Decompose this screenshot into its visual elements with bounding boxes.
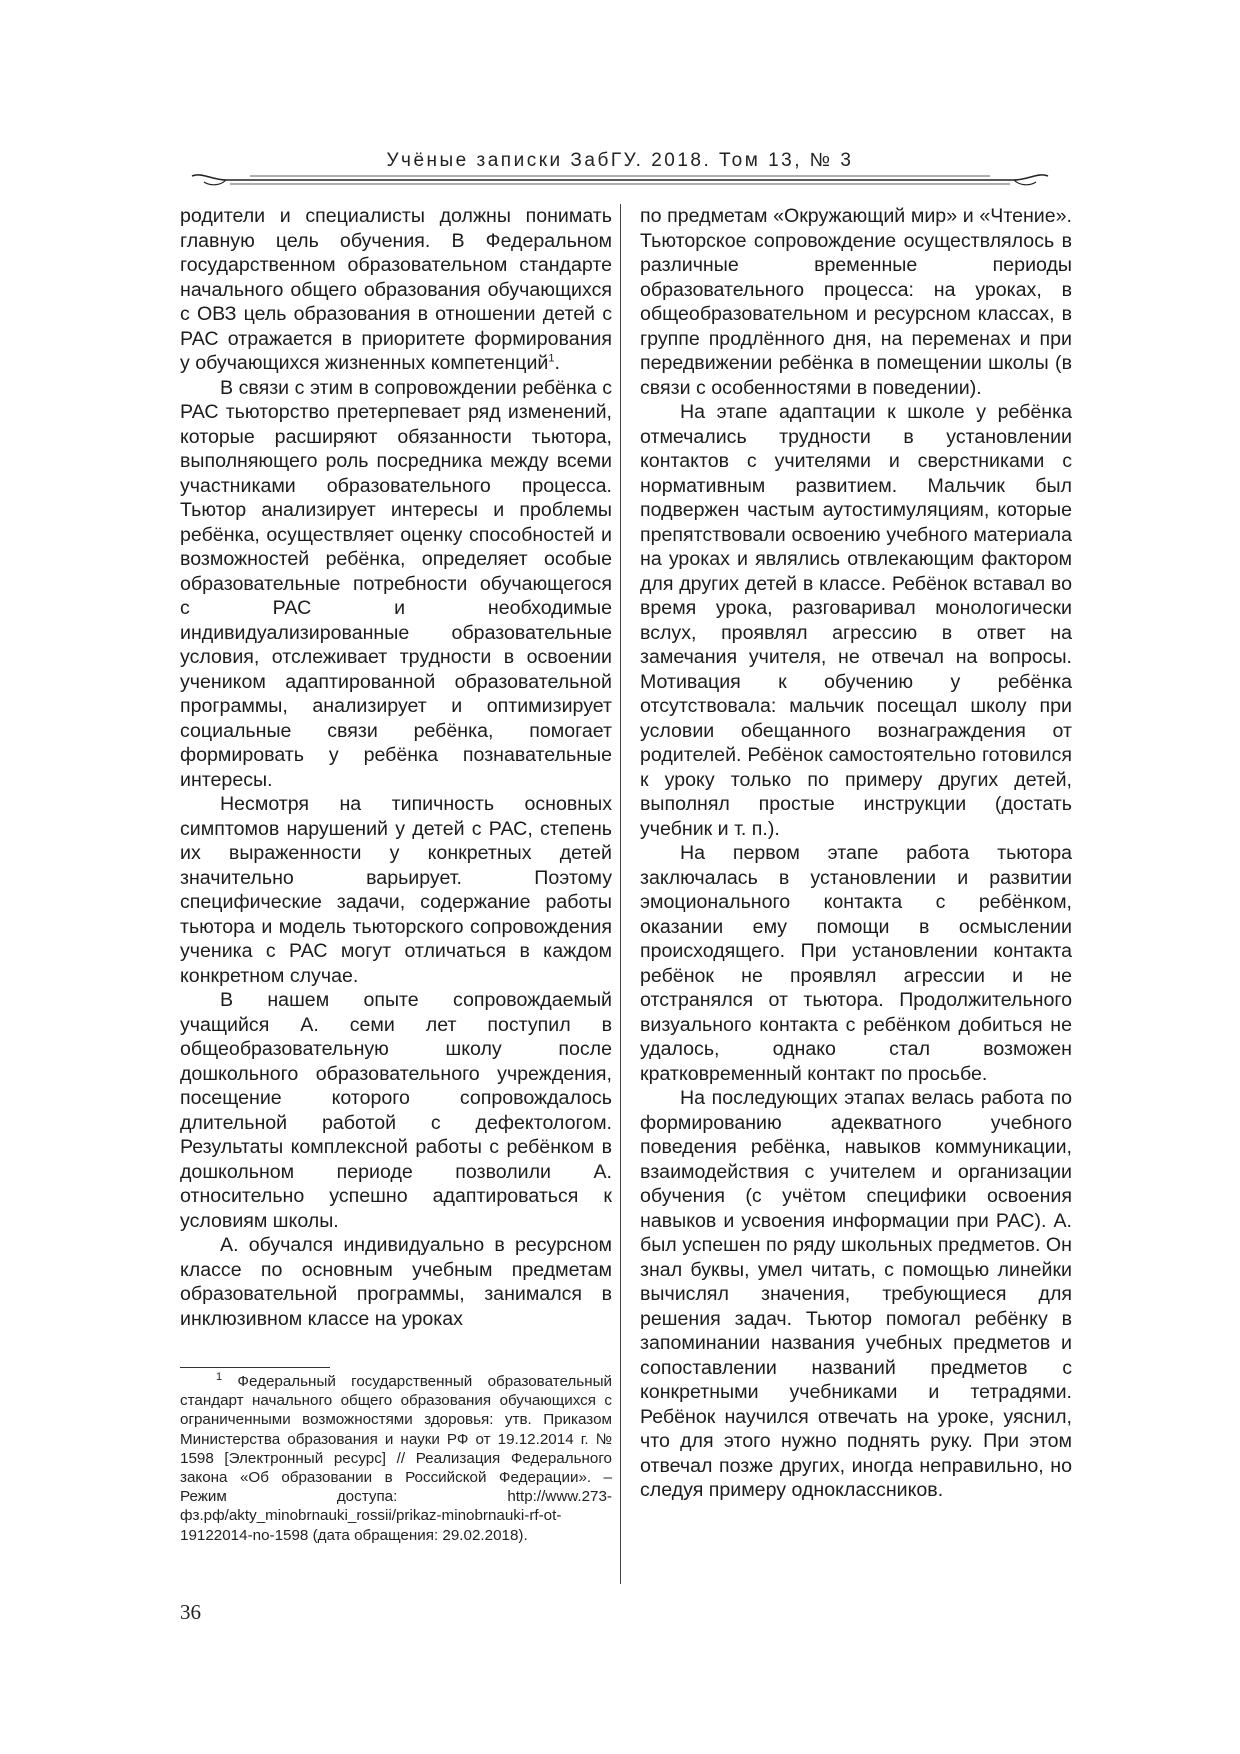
- right-paragraph-1: по предметам «Окружающий мир» и «Чтение». Тьюторское сопровождение осуществлялось в различные временные периоды образовательного процесса: на уроках, в общеобразовательном и ресурсном классах, в группе продлённого дня, на переменах и при передвижении ребёнка в помещении школы (в связи с особенностями в поведении).: [640, 205, 1072, 399]
- right-paragraph-4: На последующих этапах велась работа по формированию адекватного учебного поведения ребёнка, навыков коммуникации, взаимодействия с учителем и организации обучения (с учётом специфики освоения навыков и усвоения информации при РАС). А. был успешен по ряду школьных предметов. Он знал буквы, умел читать, с помощью линейки вычислял значения, требующиеся для решения задач. Тьютор помогал ребёнку в запоминании названия учебных предметов и сопоставлении названий предметов с конкретными учебниками и тетрадями. Ребёнок научился отвечать на уроке, уяснил, что для этого нужно поднять руку. При этом отвечал позже других, иногда неправильно, но следуя примеру одноклассников.: [640, 1087, 1072, 1501]
- left-paragraph-2: В связи с этим в сопровождении ребёнка с РАС тьюторство претерпевает ряд изменений, которые расширяют обязанности тьютора, выполняющего роль посредника между всеми участниками образовательного процесса. Тьютор анализирует интересы и проблемы ребёнка, осуществляет оценку способностей и возможностей ребёнка, определяет особые образовательные потребности обучающегося с РАС и необходимые индивидуализированные образовательные условия, отслеживает трудности в освоении учеником адаптированной образовательной программы, анализирует и оптимизирует социальные связи ребёнка, помогает формировать у ребёнка познавательные интересы.: [180, 376, 612, 791]
- left-paragraph-5: А. обучался индивидуально в ресурсном классе по основным учебным предметам образовательной программы, занимался в инклюзивном классе на уроках: [180, 1234, 612, 1330]
- footnote-reference[interactable]: 1: [548, 352, 555, 365]
- column-divider: [620, 204, 621, 1584]
- left-column: [180, 204, 612, 1331]
- ornamental-rule: [190, 170, 1050, 190]
- left-paragraph-1: родители и специалисты должны понимать главную цель обучения. В Федеральном государственном образовательном стандарте начального общего образования обучающихся с ОВЗ цель образования в отношении детей с РАС отражается в приоритете формирования у обучающихся жизненных компетенций$^1$.: [180, 205, 612, 374]
- right-paragraph-3: На первом этапе работа тьютора заключалась в установлении и развитии эмоционального контакта с ребёнком, оказании ему помощи в осмыслении происходящего. При установлении контакта ребёнок не проявлял агрессии и не отстранялся от тьютора. Продолжительного визуального контакта с ребёнком добиться не удалось, однако стал возможен кратковременный контакт по просьбе.: [640, 842, 1072, 1085]
- footnote-marker: 1: [216, 1370, 223, 1383]
- journal-title: Учёные записки ЗабГУ. 2018. Том 13, № 3: [386, 150, 854, 171]
- right-column: [640, 204, 1072, 1503]
- running-header: [190, 150, 1050, 190]
- footnote-text: Федеральный государственный образовательный стандарт начального общего образования обучающихся с ограниченными возможностями здоровья: утв. Приказом Министерства образования и науки РФ от 19.12.2014 г. № 1598 [Электронный ресурс] // Реализация Федерального закона «Об образовании в Российской Федерации». – Режим доступа: http://www.273-фз.рф/akty_minobrnauki_rossii/prikaz-minobrnauki-rf-ot-19122014-no-1598 (дата обращения: 29.02.2018).: [180, 1373, 612, 1544]
- left-paragraph-3: Несмотря на типичность основных симптомов нарушений у детей с РАС, степень их выраженности у конкретных детей значительно варьирует. Поэтому специфические задачи, содержание работы тьютора и модель тьюторского сопровождения ученика с РАС могут отличаться в каждом конкретном случае.: [180, 793, 612, 987]
- page-number: 36: [180, 1600, 201, 1624]
- footnote-separator: [180, 1367, 330, 1368]
- footnote: [180, 1372, 612, 1545]
- left-paragraph-4: В нашем опыте сопровождаемый учащийся А. семи лет поступил в общеобразовательную школу после дошкольного образовательного учреждения, посещение которого сопровождалось длительной работой с дефектологом. Результаты комплексной работы с ребёнком в дошкольном периоде позволили А. относительно успешно адаптироваться к условиям школы.: [180, 989, 612, 1232]
- right-paragraph-2: На этапе адаптации к школе у ребёнка отмечались трудности в установлении контактов с учителями и сверстниками с нормативным развитием. Мальчик был подвержен частым аутостимуляциям, которые препятствовали освоению учебного материала на уроках и являлись отвлекающим фактором для других детей в классе. Ребёнок вставал во время урока, разговаривал монологически вслух, проявлял агрессию в ответ на замечания учителя, не отвечал на вопросы. Мотивация к обучению у ребёнка отсутствовала: мальчик посещал школу при условии обещанного вознаграждения от родителей. Ребёнок самостоятельно готовился к уроку только по примеру других детей, выполнял простые инструкции (достать учебник и т. п.).: [640, 401, 1072, 840]
